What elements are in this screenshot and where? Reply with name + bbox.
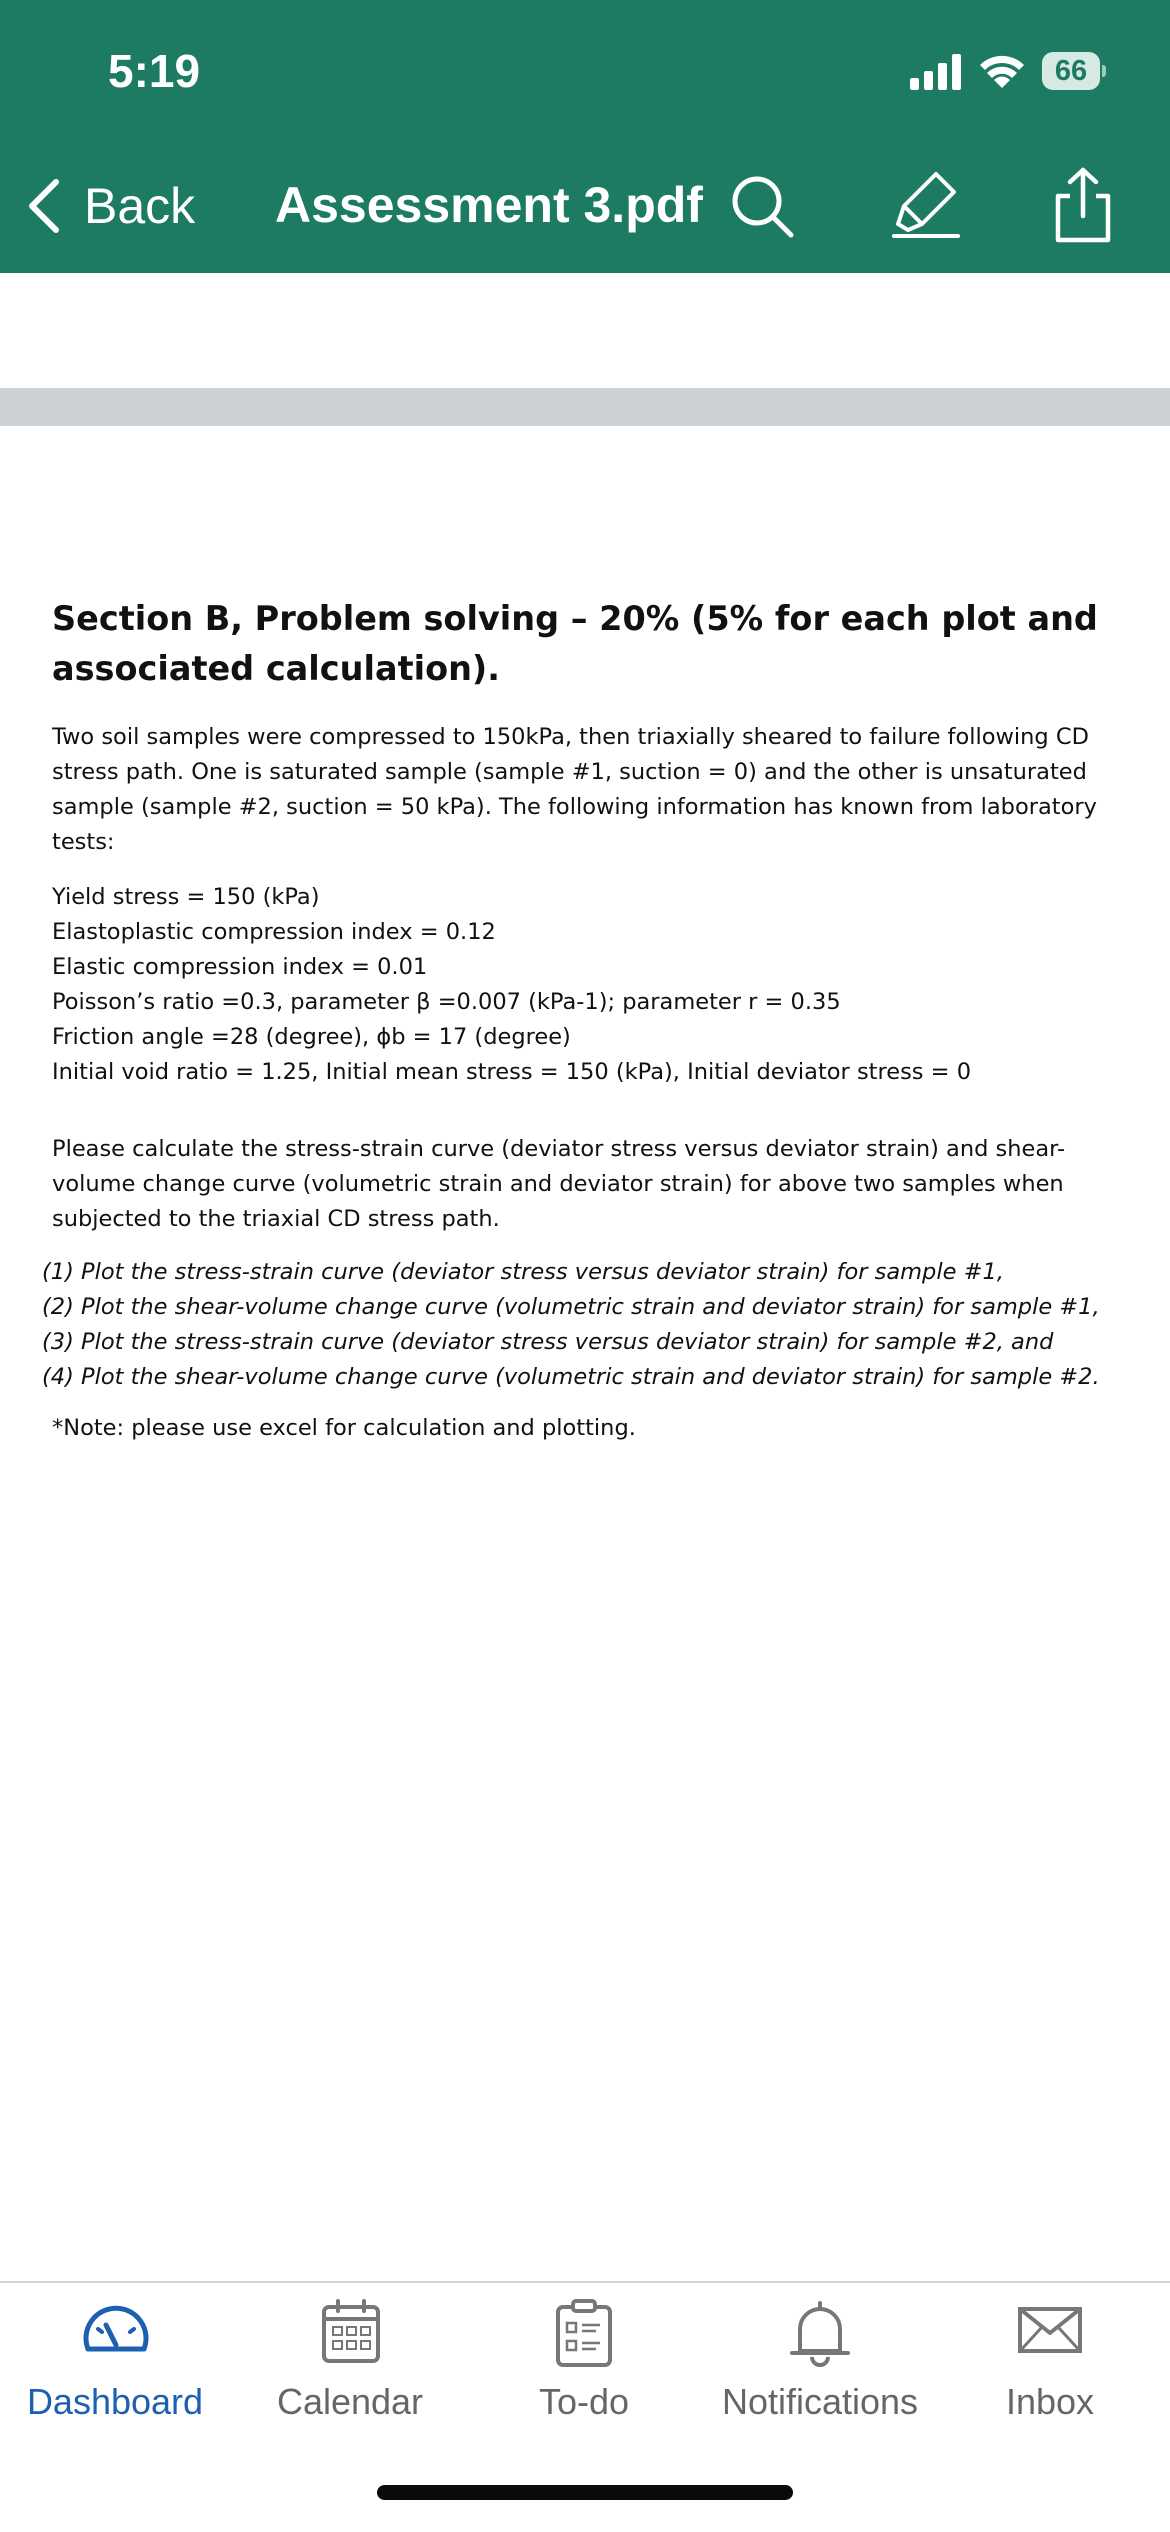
cellular-signal-icon <box>910 54 962 90</box>
given-line: Initial void ratio = 1.25, Initial mean stress = 150 (kPa), Initial deviator stress = 0 <box>52 1059 972 1085</box>
given-line: Yield stress = 150 (kPa) <box>52 884 320 910</box>
given-line: Elastic compression index = 0.01 <box>52 954 428 980</box>
tab-notifications[interactable] <box>700 2283 940 2483</box>
tab-label: Calendar <box>276 2381 424 2422</box>
battery-indicator <box>1042 52 1106 90</box>
bell-icon <box>788 2299 852 2369</box>
battery-tip <box>1102 65 1106 77</box>
share-icon[interactable] <box>1050 166 1116 244</box>
given-line: Elastoplastic compression index = 0.12 <box>52 919 496 945</box>
battery-level: 66 <box>1054 55 1088 87</box>
tab-label: Notifications <box>721 2381 919 2422</box>
tab-label: To-do <box>538 2381 630 2422</box>
note-text: *Note: please use excel for calculation and plotting. <box>52 1415 636 1441</box>
top-header <box>0 0 1170 273</box>
tab-todo[interactable] <box>470 2283 698 2483</box>
tab-dashboard[interactable] <box>0 2283 230 2483</box>
given-line: Poisson’s ratio =0.3, parameter β =0.007 (kPa-1); parameter r = 0.35 <box>52 989 841 1015</box>
search-icon[interactable] <box>728 172 796 240</box>
instruction-paragraph: Please calculate the stress-strain curve (deviator stress versus deviator strain) and shear-volume change curve (volumetric strain and deviator strain) for above two samples when subjected to the triaxial CD stress path. <box>52 1136 1066 1232</box>
back-label: Back <box>84 178 196 234</box>
tab-inbox[interactable] <box>950 2283 1150 2483</box>
dashboard-gauge-icon <box>80 2299 152 2355</box>
status-time: 5:19 <box>108 45 201 97</box>
tab-calendar[interactable] <box>240 2283 460 2483</box>
section-heading: Section B, Problem solving – 20% (5% for each plot and associated calculation). <box>52 599 1098 688</box>
task-item: (2) Plot the shear-volume change curve (volumetric strain and deviator strain) for sample #1, <box>42 1294 1100 1320</box>
tab-label: Dashboard <box>26 2381 204 2422</box>
clipboard-icon <box>554 2299 614 2369</box>
intro-paragraph: Two soil samples were compressed to 150kPa, then triaxially sheared to failure following CD stress path. One is saturated sample (sample #1, suction = 0) and the other is unsaturated sample (sample #2, suction = 50 kPa). The following information has known from laboratory tests: <box>52 724 1097 855</box>
task-list <box>42 1255 1132 1395</box>
back-button[interactable] <box>24 170 195 242</box>
given-line: Friction angle =28 (degree), ϕb = 17 (degree) <box>52 1024 571 1050</box>
task-item: (4) Plot the shear-volume change curve (volumetric strain and deviator strain) for sample #2. <box>42 1364 1100 1390</box>
wifi-icon <box>978 52 1026 90</box>
envelope-icon <box>1016 2299 1084 2355</box>
calendar-icon <box>320 2299 382 2365</box>
page-separator <box>0 388 1170 426</box>
task-item: (3) Plot the stress-strain curve (deviator stress versus deviator strain) for sample #2, and <box>42 1329 1054 1355</box>
highlighter-pen-icon[interactable] <box>892 168 960 240</box>
pdf-page-content <box>42 594 1132 1446</box>
task-item: (1) Plot the stress-strain curve (deviator stress versus deviator strain) for sample #1, <box>42 1259 1004 1285</box>
tab-label: Inbox <box>1005 2381 1095 2422</box>
home-indicator[interactable] <box>377 2485 793 2500</box>
document-title: Assessment 3.pdf <box>275 177 703 233</box>
chevron-left-icon <box>24 176 64 236</box>
given-parameters <box>52 880 1132 1090</box>
